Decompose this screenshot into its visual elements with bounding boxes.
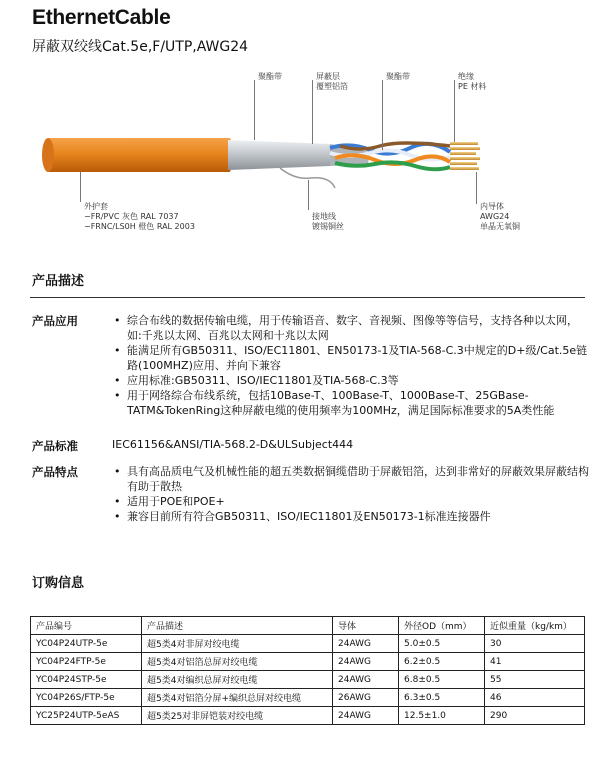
feature-item: • 具有高品质电气及机械性能的超五类数据铜缆借助于屏蔽铝箔，达到非常好的屏蔽效果屏蔽结构有助于散热: [112, 464, 592, 494]
table-row: [31, 707, 585, 725]
cell-weight: 46: [485, 689, 585, 707]
label-standard: 产品标准: [32, 439, 78, 453]
section-title-order: 订购信息: [32, 576, 85, 591]
cell-code: YC25P24UTP-5eAS: [31, 707, 142, 725]
cell-od: 6.2±0.5: [399, 653, 485, 671]
foil-shield: [228, 140, 330, 170]
col-header-weight: 近似重量（kg/km）: [485, 617, 585, 635]
cell-weight: 55: [485, 671, 585, 689]
table-row: [31, 689, 585, 707]
cable-diagram: [30, 60, 590, 260]
label-application: 产品应用: [32, 314, 78, 328]
order-table: [30, 616, 585, 725]
callout-outer-jacket: 外护套 −FR/PVC 灰色 RAL 7037 −FRNC/LS0H 橙色 RAL 2003: [84, 202, 195, 231]
cell-weight: 290: [485, 707, 585, 725]
cell-desc: 超5类4对铝箔分屏+编织总屏对绞电缆: [142, 689, 333, 707]
feature-item: • 适用于POE和POE+: [112, 494, 592, 509]
cell-code: YC04P26S/FTP-5e: [31, 689, 142, 707]
table-header-row: [31, 617, 585, 635]
application-item: • 应用标准:GB50311、ISO/IEC11801及TIA-568-C.3等: [112, 373, 592, 388]
cell-code: YC04P24STP-5e: [31, 671, 142, 689]
col-header-od: 外径OD（mm）: [399, 617, 485, 635]
cell-conductor: 26AWG: [333, 689, 399, 707]
callout-polyester-tape-2: 聚酯带: [386, 72, 410, 81]
col-header-desc: 产品描述: [142, 617, 333, 635]
cell-desc: 超5类4对铝箔总屏对绞电缆: [142, 653, 333, 671]
callout-conductor: 内导体 AWG24 单晶无氧铜: [480, 202, 520, 231]
copper-conductors: [450, 142, 480, 170]
callout-insulation: 绝缘 PE 材料: [458, 72, 487, 91]
cell-conductor: 24AWG: [333, 653, 399, 671]
cell-conductor: 24AWG: [333, 707, 399, 725]
callout-polyester-tape-1: 聚酯带: [258, 72, 282, 81]
outer-jacket: [44, 138, 234, 172]
callout-shield: 屏蔽层 覆塑铝箔: [316, 72, 348, 91]
application-item: • 综合布线的数据传输电缆，用于传输语音、数字、音视频、图像等等信号，支持各种以太网，如:千兆以太网、百兆以太网和十兆以太网: [112, 313, 592, 343]
cell-desc: 超5类4对编织总屏对绞电缆: [142, 671, 333, 689]
cell-code: YC04P24FTP-5e: [31, 653, 142, 671]
cell-code: YC04P24UTP-5e: [31, 635, 142, 653]
application-list: [112, 313, 592, 418]
cell-conductor: 24AWG: [333, 635, 399, 653]
table-row: [31, 635, 585, 653]
label-features: 产品特点: [32, 465, 78, 479]
standard-value: IEC61156&ANSI/TIA-568.2-D&ULSubject444: [112, 438, 354, 451]
cell-weight: 30: [485, 635, 585, 653]
table-row: [31, 671, 585, 689]
section-divider: [30, 297, 585, 298]
feature-item: • 兼容目前所有符合GB50311、ISO/IEC11801及EN50173-1标准连接器件: [112, 509, 592, 524]
application-item: • 能满足所有GB50311、ISO/EC11801、EN50173-1及TIA-568-C.3中规定的D+级/Cat.5e链路(100MHZ)应用、并向下兼容: [112, 343, 592, 373]
col-header-code: 产品编号: [31, 617, 142, 635]
cell-desc: 超5类25对非屏铠装对绞电缆: [142, 707, 333, 725]
cell-od: 6.3±0.5: [399, 689, 485, 707]
page-subtitle: 屏蔽双绞线Cat.5e,F/UTP,AWG24: [32, 39, 249, 55]
application-item: • 用于网络综合布线系统，包括10Base-T、100Base-T、1000Base-T、25GBase-TATM&TokenRing这种屏蔽电缆的使用频率为100MHz，满足国际标准要求的5A类性能: [112, 388, 592, 418]
cell-desc: 超5类4对非屏对绞电缆: [142, 635, 333, 653]
callout-drain-wire: 接地线 镀锡铜丝: [312, 212, 344, 231]
page-title: EthernetCable: [32, 6, 171, 29]
cell-od: 5.0±0.5: [399, 635, 485, 653]
features-list: [112, 464, 592, 524]
col-header-conductor: 导体: [333, 617, 399, 635]
section-title-description: 产品描述: [32, 274, 85, 289]
table-row: [31, 653, 585, 671]
cell-od: 6.8±0.5: [399, 671, 485, 689]
cell-od: 12.5±1.0: [399, 707, 485, 725]
cell-weight: 41: [485, 653, 585, 671]
twisted-pairs: [330, 143, 450, 169]
cell-conductor: 24AWG: [333, 671, 399, 689]
